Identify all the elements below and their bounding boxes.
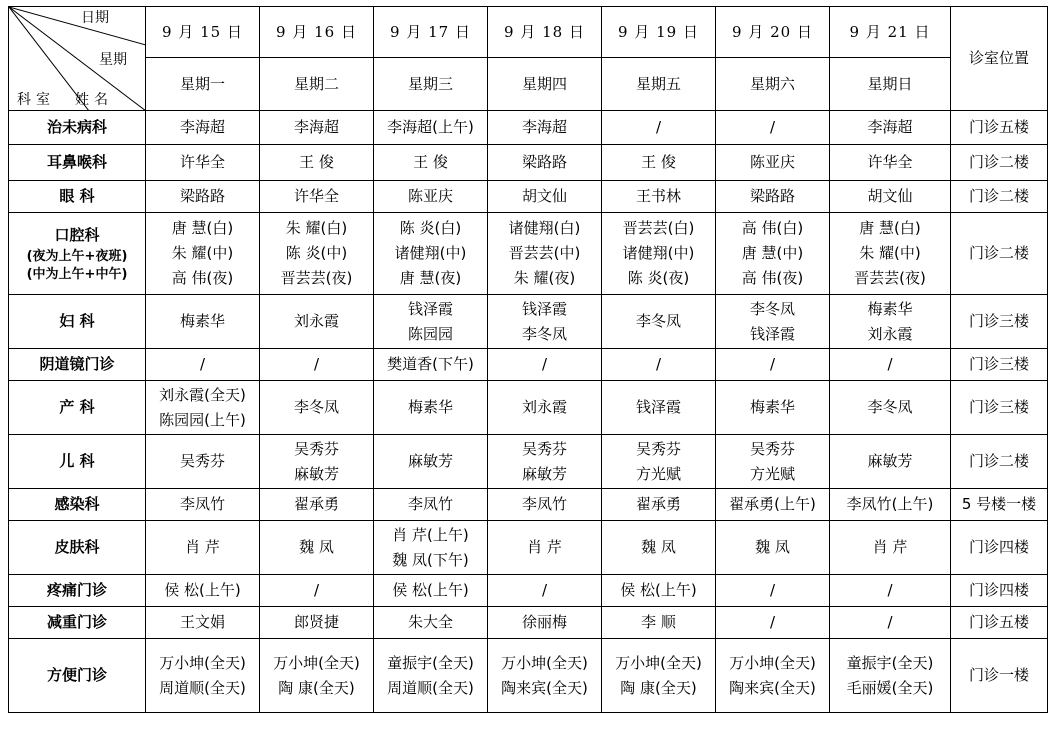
duty-schedule-table: [8, 6, 1048, 713]
doctor-name: 胡文仙: [521, 187, 567, 205]
department-name: 感染科: [54, 495, 100, 513]
weekday-header: 星期二: [260, 58, 374, 111]
doctor-name: 万小坤(全天): [159, 653, 246, 672]
duty-cell: [260, 145, 374, 181]
duty-cell: [488, 381, 602, 435]
duty-cell: [146, 145, 260, 181]
duty-cell: [830, 521, 951, 575]
doctor-name: 吴秀芬: [749, 439, 795, 458]
doctor-name: 肖 芹: [872, 538, 908, 556]
duty-cell: [830, 435, 951, 489]
duty-cell: [830, 607, 951, 639]
duty-cell: [602, 111, 716, 145]
doctor-name: 高 伟(夜): [171, 269, 234, 287]
duty-cell: [374, 575, 488, 607]
doctor-name: 晋芸芸(白): [622, 219, 695, 237]
doctor-name: 陈 炎(白): [399, 219, 462, 237]
doctor-name: 万小坤(全天): [729, 653, 816, 672]
date-header: 9 月 18 日: [488, 7, 602, 58]
duty-cell: [146, 435, 260, 489]
location-cell: 门诊三楼: [951, 381, 1048, 435]
doctor-name: 翟承勇: [635, 495, 681, 513]
doctor-name: 许华全: [867, 153, 913, 171]
doctor-name: 唐 慧(夜): [399, 269, 462, 287]
duty-cell: [716, 213, 830, 295]
doctor-name: 梅素华: [407, 398, 453, 416]
duty-cell: [146, 489, 260, 521]
duty-cell: [146, 607, 260, 639]
department-cell: [9, 145, 146, 181]
doctor-name: 晋芸芸(夜): [280, 269, 353, 287]
duty-cell: [488, 521, 602, 575]
duty-cell: [830, 349, 951, 381]
doctor-name: 吴秀芬: [293, 439, 339, 458]
duty-cell: [488, 575, 602, 607]
duty-cell: [602, 521, 716, 575]
doctor-name: 翟承勇(上午): [729, 495, 816, 513]
department-cell: [9, 435, 146, 489]
duty-cell: [602, 381, 716, 435]
weekday-header: 星期三: [374, 58, 488, 111]
duty-cell: [146, 213, 260, 295]
doctor-name: /: [313, 581, 320, 599]
schedule-row: [9, 295, 1048, 349]
duty-cell: [716, 639, 830, 713]
location-cell: 门诊一楼: [951, 639, 1048, 713]
doctor-name: 梁路路: [749, 187, 795, 205]
corner-date-label: 日期: [81, 10, 109, 26]
weekday-header: 星期四: [488, 58, 602, 111]
doctor-name: 周道顺(全天): [387, 678, 474, 697]
duty-cell: [146, 111, 260, 145]
department-name: 产 科: [59, 398, 95, 416]
doctor-name: 李冬凤: [293, 398, 339, 416]
doctor-name: 梅素华: [179, 312, 225, 330]
department-name: 眼 科: [59, 187, 95, 205]
duty-cell: [146, 295, 260, 349]
duty-cell: [146, 639, 260, 713]
department-cell: [9, 489, 146, 521]
duty-cell: [602, 639, 716, 713]
doctor-name: 李海超: [293, 118, 339, 136]
duty-cell: [488, 607, 602, 639]
duty-cell: [260, 575, 374, 607]
date-row: [9, 7, 1048, 58]
duty-cell: [830, 145, 951, 181]
doctor-name: 陈亚庆: [407, 187, 453, 205]
doctor-name: 晋芸芸(夜): [854, 269, 926, 287]
schedule-row: [9, 181, 1048, 213]
location-cell: 门诊二楼: [951, 213, 1048, 295]
header-corner-cell: [9, 7, 146, 111]
weekday-header: 星期日: [830, 58, 951, 111]
doctor-name: 麻敏芳: [293, 464, 339, 483]
weekday-header: 星期一: [146, 58, 260, 111]
doctor-name: /: [655, 118, 662, 136]
department-note: (夜为上午+夜班): [26, 249, 128, 264]
doctor-name: 刘永霞: [293, 312, 339, 330]
doctor-name: 麻敏芳: [867, 452, 913, 470]
doctor-name: 万小坤(全天): [273, 653, 360, 672]
doctor-name: 侯 松(上午): [392, 581, 469, 599]
doctor-name: 李冬凤: [521, 324, 567, 343]
doctor-name: 晋芸芸(中): [508, 244, 581, 262]
doctor-name: 刘永霞: [521, 398, 567, 416]
duty-cell: [260, 381, 374, 435]
duty-cell: [374, 349, 488, 381]
department-cell: [9, 213, 146, 295]
doctor-name: 肖 芹: [527, 538, 562, 556]
schedule-row: [9, 489, 1048, 521]
duty-cell: [260, 181, 374, 213]
doctor-name: 童振宇(全天): [387, 653, 474, 672]
duty-cell: [488, 349, 602, 381]
doctor-name: 李凤竹(上午): [846, 495, 934, 513]
duty-cell: [260, 111, 374, 145]
duty-cell: [602, 435, 716, 489]
doctor-name: /: [541, 581, 548, 599]
duty-cell: [830, 213, 951, 295]
date-header: 9 月 19 日: [602, 7, 716, 58]
department-name: 疼痛门诊: [46, 581, 107, 599]
doctor-name: 唐 慧(白): [859, 219, 921, 237]
location-cell: 门诊五楼: [951, 111, 1048, 145]
duty-cell: [374, 435, 488, 489]
doctor-name: 李凤竹: [179, 495, 225, 513]
doctor-name: 朱大全: [407, 613, 453, 631]
doctor-name: 刘永霞: [867, 324, 913, 343]
schedule-row: [9, 111, 1048, 145]
date-header: 9 月 15 日: [146, 7, 260, 58]
doctor-name: 唐 慧(白): [171, 219, 234, 237]
department-name: 减重门诊: [46, 613, 107, 631]
department-name: 儿 科: [59, 452, 95, 470]
doctor-name: 钱泽霞: [521, 299, 567, 318]
duty-cell: [602, 213, 716, 295]
doctor-name: 诸健翔(中): [622, 244, 695, 262]
doctor-name: 万小坤(全天): [501, 653, 588, 672]
duty-cell: [374, 181, 488, 213]
doctor-name: 李冬凤: [867, 398, 913, 416]
location-cell: 门诊四楼: [951, 521, 1048, 575]
duty-cell: [260, 213, 374, 295]
doctor-name: 唐 慧(中): [741, 244, 804, 262]
doctor-name: 李海超: [867, 118, 913, 136]
department-name: 妇 科: [59, 312, 95, 330]
department-cell: [9, 181, 146, 213]
duty-cell: [716, 381, 830, 435]
duty-cell: [602, 607, 716, 639]
duty-cell: [146, 349, 260, 381]
doctor-name: 毛丽媛(全天): [846, 678, 934, 697]
doctor-name: 樊道香(下午): [387, 355, 474, 373]
duty-cell: [830, 295, 951, 349]
duty-cell: [260, 489, 374, 521]
doctor-name: 李海超: [179, 118, 225, 136]
doctor-name: 周道顺(全天): [159, 678, 246, 697]
doctor-name: 高 伟(白): [741, 219, 804, 237]
duty-cell: [716, 607, 830, 639]
department-name: 阴道镜门诊: [39, 355, 115, 373]
duty-cell: [488, 111, 602, 145]
duty-cell: [602, 145, 716, 181]
doctor-name: 诸健翔(中): [394, 244, 467, 262]
duty-cell: [716, 295, 830, 349]
weekday-row: [9, 58, 1048, 111]
doctor-name: /: [541, 355, 548, 373]
department-note: (中为上午+中午): [26, 267, 128, 282]
date-header: 9 月 16 日: [260, 7, 374, 58]
duty-cell: [260, 295, 374, 349]
department-cell: [9, 381, 146, 435]
doctor-name: 李冬凤: [749, 299, 795, 318]
doctor-name: 李 顺: [641, 613, 676, 631]
doctor-name: 魏 凤: [641, 538, 676, 556]
duty-cell: [488, 213, 602, 295]
schedule-row: [9, 145, 1048, 181]
duty-cell: [716, 181, 830, 213]
schedule-row: [9, 213, 1048, 295]
doctor-name: /: [887, 581, 893, 599]
duty-cell: [374, 489, 488, 521]
doctor-name: 钱泽霞: [749, 324, 795, 343]
doctor-name: 高 伟(夜): [741, 269, 804, 287]
doctor-name: 朱 耀(中): [859, 244, 921, 262]
duty-cell: [830, 111, 951, 145]
doctor-name: 吴秀芬: [179, 452, 225, 470]
doctor-name: /: [769, 355, 776, 373]
duty-cell: [260, 521, 374, 575]
doctor-name: 陈亚庆: [749, 153, 795, 171]
doctor-name: 陶 康(全天): [620, 678, 697, 697]
doctor-name: /: [655, 355, 662, 373]
duty-cell: [716, 521, 830, 575]
weekday-header: 星期六: [716, 58, 830, 111]
doctor-name: /: [199, 355, 206, 373]
schedule-row: [9, 435, 1048, 489]
duty-cell: [716, 575, 830, 607]
doctor-name: 王 俊: [299, 153, 334, 171]
duty-cell: [374, 381, 488, 435]
schedule-row: [9, 639, 1048, 713]
schedule-row: [9, 381, 1048, 435]
duty-cell: [488, 145, 602, 181]
doctor-name: 魏 凤: [299, 538, 334, 556]
doctor-name: 李海超(上午): [387, 118, 474, 136]
schedule-row: [9, 349, 1048, 381]
schedule-row: [9, 607, 1048, 639]
doctor-name: 许华全: [179, 153, 225, 171]
department-cell: [9, 639, 146, 713]
duty-cell: [488, 489, 602, 521]
doctor-name: 李海超: [521, 118, 567, 136]
doctor-name: 梅素华: [749, 398, 795, 416]
doctor-name: /: [769, 118, 776, 136]
duty-cell: [488, 295, 602, 349]
duty-cell: [374, 145, 488, 181]
location-cell: 门诊三楼: [951, 295, 1048, 349]
doctor-name: 徐丽梅: [521, 613, 567, 631]
department-cell: [9, 575, 146, 607]
location-cell: 门诊二楼: [951, 181, 1048, 213]
duty-cell: [830, 575, 951, 607]
duty-cell: [374, 639, 488, 713]
duty-cell: [716, 435, 830, 489]
doctor-name: 方光赋: [749, 464, 795, 483]
duty-cell: [716, 111, 830, 145]
doctor-name: 翟承勇: [293, 495, 339, 513]
doctor-name: /: [769, 581, 776, 599]
doctor-name: 郎贤捷: [293, 613, 339, 631]
date-header: 9 月 20 日: [716, 7, 830, 58]
location-cell: 5 号楼一楼: [951, 489, 1048, 521]
duty-cell: [374, 213, 488, 295]
doctor-name: 万小坤(全天): [615, 653, 702, 672]
schedule-row: [9, 521, 1048, 575]
duty-cell: [374, 607, 488, 639]
duty-cell: [602, 575, 716, 607]
doctor-name: /: [887, 355, 893, 373]
duty-cell: [830, 381, 951, 435]
duty-cell: [602, 349, 716, 381]
duty-cell: [488, 181, 602, 213]
doctor-name: 魏 凤: [755, 538, 790, 556]
duty-cell: [260, 639, 374, 713]
doctor-name: 梁路路: [179, 187, 225, 205]
doctor-name: 吴秀芬: [635, 439, 681, 458]
doctor-name: /: [313, 355, 320, 373]
doctor-name: 朱 耀(夜): [513, 269, 576, 287]
location-cell: 门诊二楼: [951, 435, 1048, 489]
date-header: 9 月 17 日: [374, 7, 488, 58]
duty-cell: [260, 607, 374, 639]
doctor-name: 钱泽霞: [635, 398, 681, 416]
department-name: 治未病科: [46, 118, 107, 136]
doctor-name: 麻敏芳: [521, 464, 567, 483]
doctor-name: 方光赋: [635, 464, 681, 483]
department-name: 口腔科: [54, 226, 100, 244]
duty-cell: [602, 181, 716, 213]
doctor-name: 肖 芹(上午): [392, 525, 469, 544]
department-cell: [9, 521, 146, 575]
duty-cell: [146, 381, 260, 435]
duty-cell: [260, 435, 374, 489]
doctor-name: 王 俊: [641, 153, 676, 171]
doctor-name: 李冬凤: [635, 312, 681, 330]
doctor-name: 诸健翔(白): [508, 219, 581, 237]
duty-cell: [602, 295, 716, 349]
doctor-name: 魏 凤(下午): [392, 550, 469, 569]
duty-cell: [260, 349, 374, 381]
duty-cell: [716, 145, 830, 181]
location-cell: 门诊二楼: [951, 145, 1048, 181]
doctor-name: 梅素华: [867, 299, 913, 318]
doctor-name: 胡文仙: [867, 187, 913, 205]
duty-cell: [488, 639, 602, 713]
doctor-name: 陈园园(上午): [159, 410, 246, 429]
duty-cell: [488, 435, 602, 489]
doctor-name: 肖 芹: [185, 538, 220, 556]
doctor-name: 陈 炎(夜): [627, 269, 690, 287]
department-cell: [9, 607, 146, 639]
doctor-name: 王文娟: [179, 613, 225, 631]
doctor-name: 李凤竹: [407, 495, 453, 513]
date-header: 9 月 21 日: [830, 7, 951, 58]
doctor-name: 李凤竹: [521, 495, 567, 513]
department-cell: [9, 111, 146, 145]
duty-cell: [716, 489, 830, 521]
location-header: 诊室位置: [951, 7, 1048, 111]
schedule-row: [9, 575, 1048, 607]
duty-cell: [830, 181, 951, 213]
doctor-name: 陶来宾(全天): [501, 678, 588, 697]
department-name: 耳鼻喉科: [46, 153, 107, 171]
corner-weekday-label: 星期: [99, 52, 127, 68]
doctor-name: 陈园园: [407, 324, 453, 343]
doctor-name: 梁路路: [521, 153, 567, 171]
doctor-name: 童振宇(全天): [846, 653, 934, 672]
duty-cell: [374, 521, 488, 575]
doctor-name: 朱 耀(白): [285, 219, 348, 237]
department-cell: [9, 295, 146, 349]
doctor-name: 侯 松(上午): [620, 581, 697, 599]
duty-cell: [146, 181, 260, 213]
doctor-name: 许华全: [293, 187, 339, 205]
doctor-name: 陶来宾(全天): [729, 678, 816, 697]
corner-name-label: 姓名: [75, 92, 113, 108]
location-cell: 门诊五楼: [951, 607, 1048, 639]
doctor-name: 朱 耀(中): [171, 244, 234, 262]
duty-cell: [830, 639, 951, 713]
doctor-name: /: [887, 613, 893, 631]
department-name: 皮肤科: [54, 538, 100, 556]
duty-cell: [716, 349, 830, 381]
duty-cell: [146, 575, 260, 607]
doctor-name: 钱泽霞: [407, 299, 453, 318]
department-name: 方便门诊: [46, 666, 107, 684]
doctor-name: 麻敏芳: [407, 452, 453, 470]
duty-cell: [374, 295, 488, 349]
corner-dept-label: 科室: [17, 92, 55, 108]
location-cell: 门诊三楼: [951, 349, 1048, 381]
doctor-name: 吴秀芬: [521, 439, 567, 458]
doctor-name: 陶 康(全天): [278, 678, 355, 697]
department-cell: [9, 349, 146, 381]
weekday-header: 星期五: [602, 58, 716, 111]
doctor-name: 王书林: [635, 187, 681, 205]
location-cell: 门诊四楼: [951, 575, 1048, 607]
duty-cell: [830, 489, 951, 521]
duty-cell: [602, 489, 716, 521]
duty-cell: [146, 521, 260, 575]
doctor-name: /: [769, 613, 776, 631]
doctor-name: 刘永霞(全天): [159, 385, 246, 404]
doctor-name: 陈 炎(中): [285, 244, 348, 262]
duty-cell: [374, 111, 488, 145]
doctor-name: 侯 松(上午): [164, 581, 241, 599]
doctor-name: 王 俊: [413, 153, 448, 171]
